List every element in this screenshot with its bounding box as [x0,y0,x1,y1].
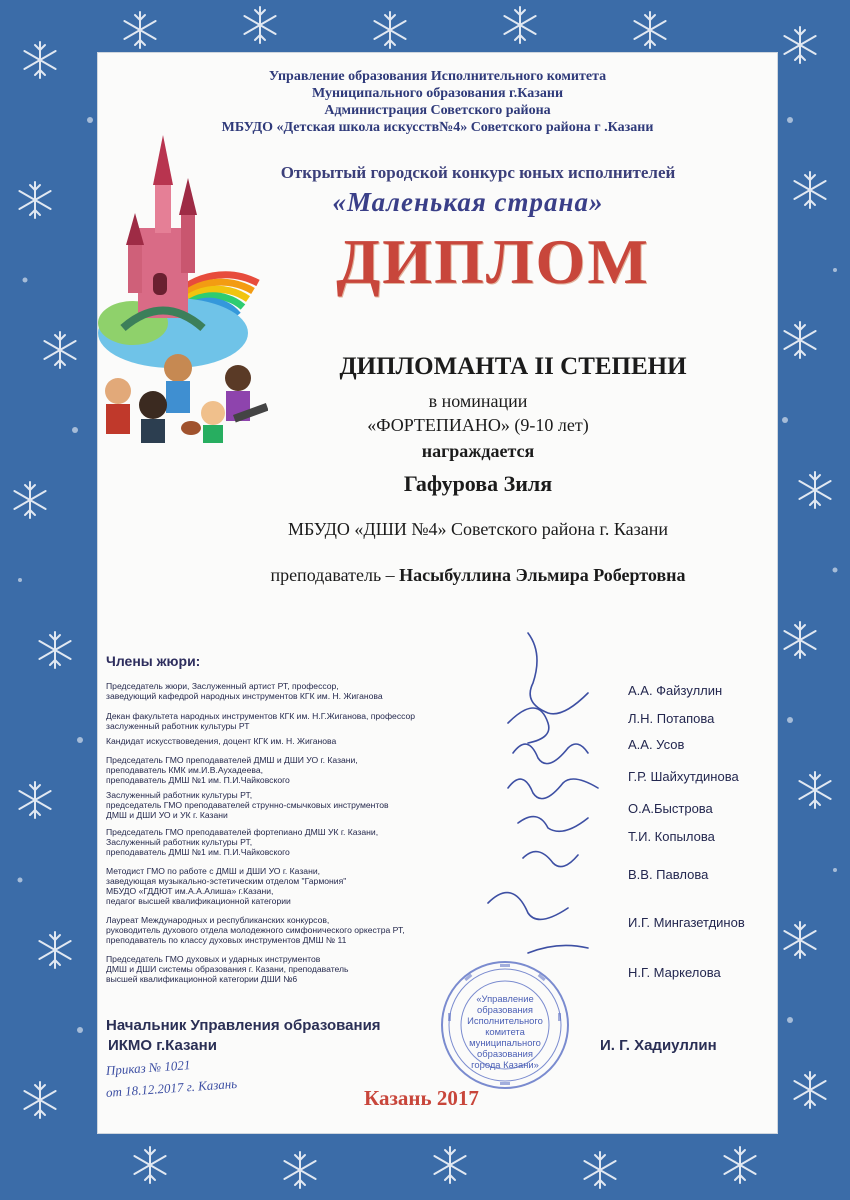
nomination-label: в номинации [428,391,528,411]
header-line-2: Муниципального образования г.Казани [311,86,564,101]
jury-title: Члены жюри: [106,653,201,669]
handwritten-order-date: от 18.12.2017 г. Казань [105,1075,238,1100]
jury-position-7: Методист ГМО по работе с ДМШ и ДШИ УО г. Казани, заведующая музыкально-эстетическим отделом "Гармония" МБУДО «ГДДЮТ им.А.А.Алиша» г.Казани, педагог высшей квалификационной категории [106,866,347,906]
jury-signatures [468,623,648,983]
jury-name-7: В.В. Павлова [628,867,709,882]
nomination-value: «ФОРТЕПИАНО» (9-10 лет) [367,415,589,435]
jury-name-6: Т.И. Копылова [628,829,715,844]
diploma-degree: ДИПЛОМАНТА II СТЕПЕНИ [339,353,687,380]
city-year: Казань 2017 [364,1086,479,1110]
jury-name-2: Л.Н. Потапова [628,711,715,726]
diploma-sheet [97,52,778,1134]
chief-name: И. Г. Хадиуллин [600,1037,717,1054]
stamp-text: «Управление образования Исполнительного комитета муниципального образования города Казани» [467,993,543,1070]
jury-name-9: Н.Г. Маркелова [628,965,721,980]
awarded-label: награждается [421,441,535,461]
jury-position-9: Председатель ГМО духовых и ударных инструментов ДМШ и ДШИ системы образования г. Казани, преподаватель высшей квалификационной категории ДШИ №6 [106,954,349,984]
teacher-label: преподаватель – [270,565,395,585]
handwritten-order-number: Приказ № 1021 [105,1057,191,1078]
chief-title-1: Начальник Управления образования [106,1017,381,1034]
school-name: МБУДО «ДШИ №4» Советского района г. Казани [288,519,668,539]
header-line-1: Управление образования Исполнительного комитета [268,69,607,84]
jury-position-2: Декан факультета народных инструментов КГК им. Н.Г.Жиганова, профессор заслуженный работник культуры РТ [106,711,416,731]
recipient-name: Гафурова Зиля [403,471,553,496]
jury-name-8: И.Г. Мингазетдинов [628,915,745,930]
chief-title-2: ИКМО г.Казани [108,1037,217,1054]
jury-position-8: Лауреат Международных и республиканских конкурсов, руководитель духового отдела молодежного симфонического оркестра РТ, преподаватель по классу духовых инструментов ДМШ № 11 [106,915,405,945]
teacher-line [198,565,758,586]
jury-position-4: Председатель ГМО преподавателей ДМШ и ДШИ УО г. Казани, преподаватель КМК им.И.В.Аухадеева, преподаватель ДМШ №1 им. П.И.Чайковского [106,755,358,785]
teacher-name: Насыбуллина Эльмира Робертовна [399,565,686,585]
jury-position-5: Заслуженный работник культуры РТ, председатель ГМО преподавателей струнно-смычковых инструментов ДМШ и ДШИ УО и УК г. Казани [106,790,389,820]
jury-position-6: Председатель ГМО преподавателей фортепиано ДМШ УК г. Казани, Заслуженный работник культуры РТ, преподаватель ДМШ №1 им. П.И.Чайковского [106,827,379,857]
header-line-3: Администрация Советского района [324,103,551,118]
jury-name-5: О.А.Быстрова [628,801,713,816]
jury-position-3: Кандидат искусствоведения, доцент КГК им. Н. Жиганова [106,736,337,746]
jury-name-1: А.А. Файзуллин [628,683,723,698]
jury-name-4: Г.Р. Шайхутдинова [628,769,739,784]
jury-position-1: Председатель жюри, Заслуженный артист РТ, профессор, заведующий кафедрой народных инструментов КГК им. Н. Жиганова [106,681,383,701]
header-line-4: МБУДО «Детская школа искусств№4» Советского района г .Казани [221,120,654,135]
jury-name-3: А.А. Усов [628,737,685,752]
contest-title: Открытый городской конкурс юных исполнителей [280,163,676,182]
diploma-title: ДИПЛОМ [336,226,650,297]
contest-name: «Маленькая страна» [332,187,604,217]
